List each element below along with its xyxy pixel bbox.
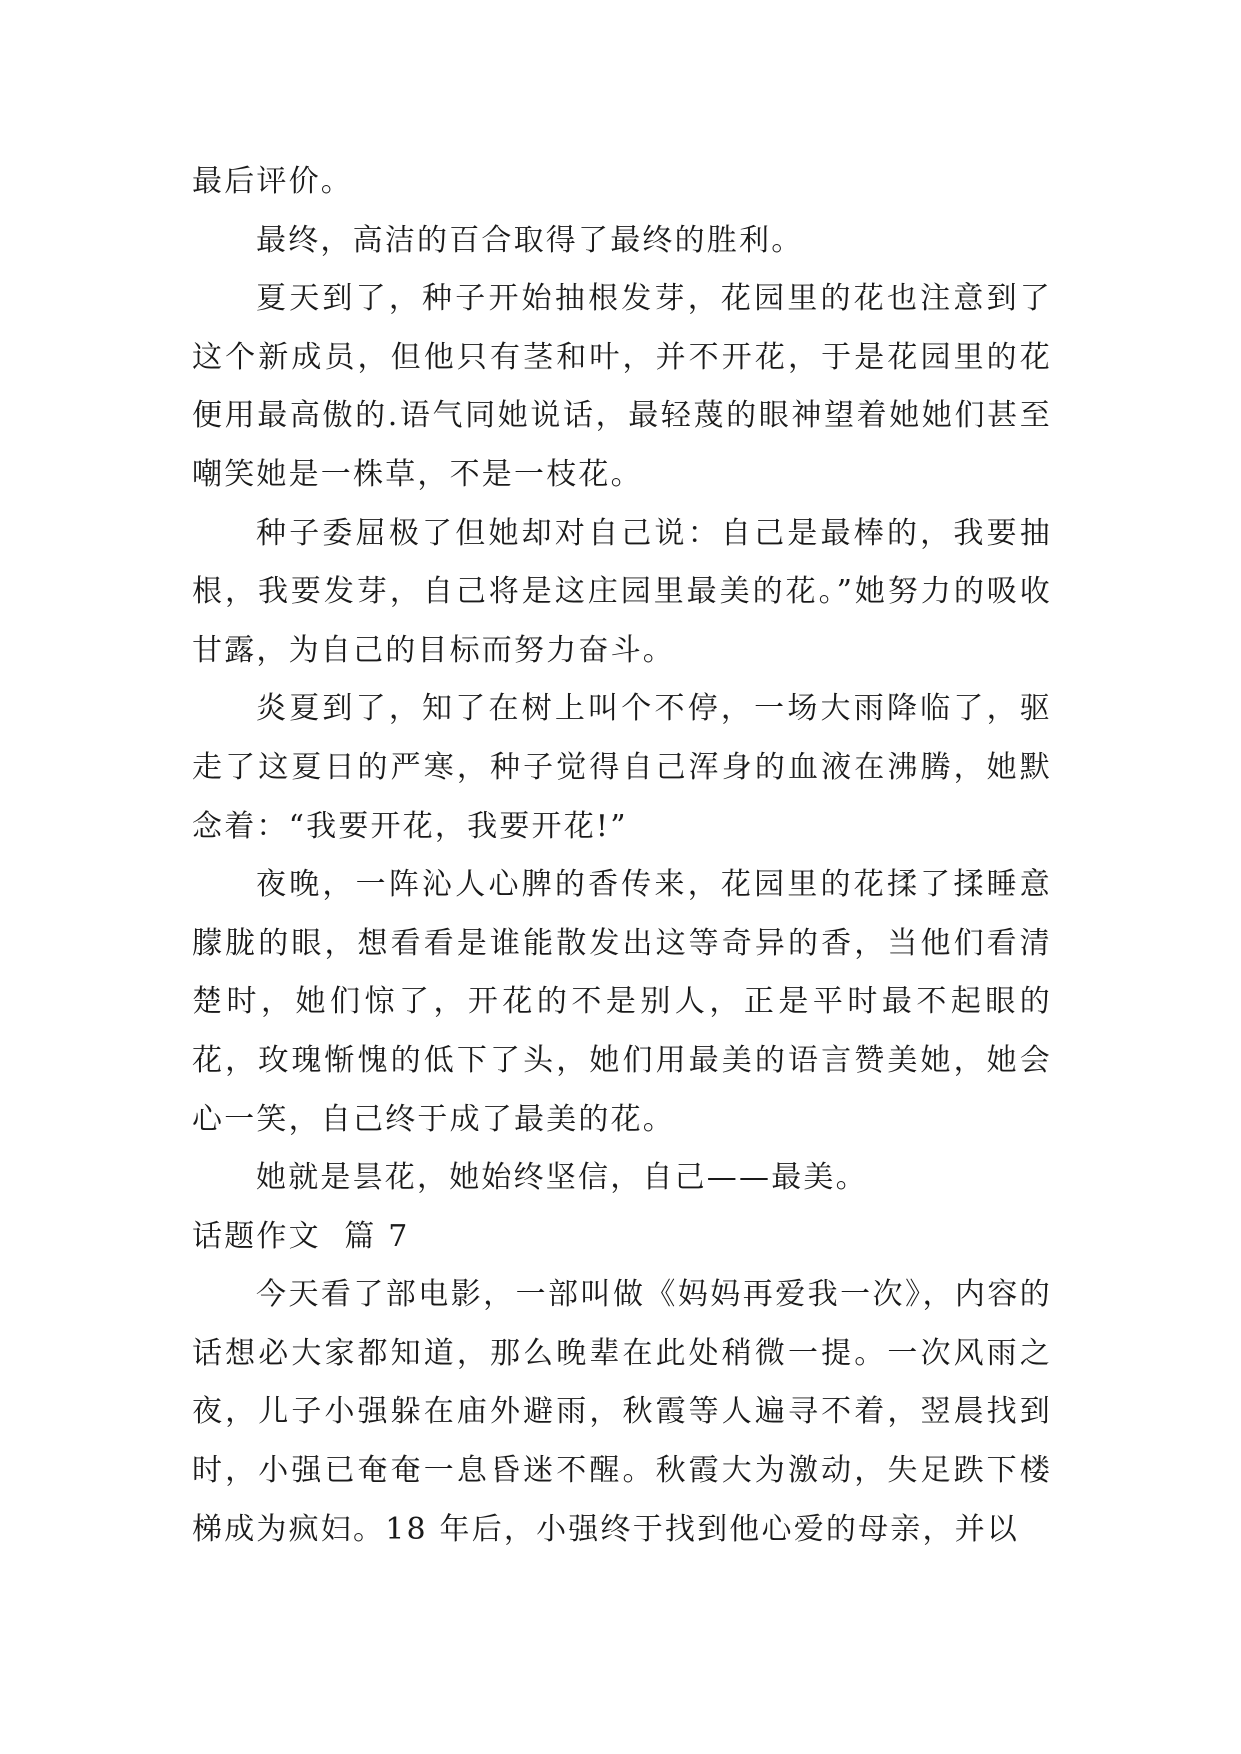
- paragraph-1: 最后评价。: [192, 164, 353, 199]
- paragraph-8: 今天看了部电影，一部叫做《妈妈再爱我一次》，内容的话想必大家都知道，那么晚辈在此处稍微一提。一次风雨之夜，儿子小强躲在庙外避雨，秋霞等人遍寻不着，翌晨找到时，小强已奄奄一息昏迷不醒。秋霞大为激动，失足跌下楼梯成为疯妇。18 年后，小强终于找到他心爱的母亲，并以: [192, 1277, 1052, 1547]
- paragraph-2: 最终，高洁的百合取得了最终的胜利。: [256, 222, 804, 258]
- paragraph-5: 炎夏到了，知了在树上叫个不停，一场大雨降临了，驱走了这夏日的严寒，种子觉得自己浑身的血液在沸腾，她默念着：“我要开花，我要开花!”: [192, 691, 1052, 844]
- paragraph-4: 种子委屈极了但她却对自己说：自己是最棒的，我要抽根，我要发芽，自己将是这庄园里最美的花。”她努力的吸收甘露，为自己的目标而努力奋斗。: [192, 515, 1052, 668]
- document-body: [192, 153, 1052, 1559]
- paragraph-6: 夜晚，一阵沁人心脾的香传来，花园里的花揉了揉睡意朦胧的眼，想看看是谁能散发出这等奇异的香，当他们看清楚时，她们惊了，开花的不是别人，正是平时最不起眼的花，玫瑰惭愧的低下了头，她们用最美的语言赞美她，她会心一笑，自己终于成了最美的花。: [192, 867, 1052, 1137]
- paragraph-7: 她就是昙花，她始终坚信，自己——最美。: [256, 1160, 868, 1196]
- section-heading: 话题作文 篇 7: [192, 1218, 410, 1254]
- paragraph-3: 夏天到了，种子开始抽根发芽，花园里的花也注意到了这个新成员，但他只有茎和叶，并不开花，于是花园里的花便用最高傲的.语气同她说话，最轻蔑的眼神望着她她们甚至嘲笑她是一株草，不是一枝花。: [192, 281, 1052, 492]
